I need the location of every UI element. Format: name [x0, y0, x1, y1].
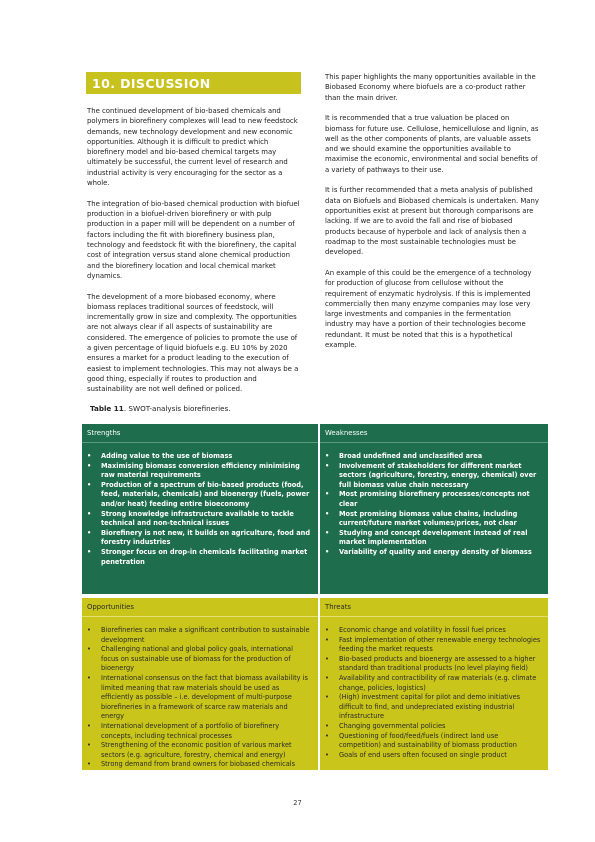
left-column: [87, 106, 300, 405]
list-item: • Biorefineries can make a significant contribution to sustainable development: [87, 626, 312, 645]
threats-title: Threats: [325, 603, 352, 611]
strengths-list: [87, 452, 312, 567]
opportunities-cell: [82, 598, 318, 770]
list-item: • International consensus on the fact that biomass availability is limited meaning that raw materials should be used as efficiently as possible – i.e. development of multi-purpose biorefineries in a framework of scarce raw materials and energy: [87, 674, 312, 722]
list-item: • Changing governmental policies: [325, 722, 542, 732]
paragraph: The continued development of bio-based chemicals and polymers in biorefinery complexes will lead to new feedstock demands, new technology development and new economic opportunities. Although it is difficult to predict which biorefinery model and bio-based chemical targets may ultimately be successful, the current level of research and industrial activity is very encouraging for the sector as a whole.: [87, 107, 298, 188]
paragraph: It is recommended that a true valuation be placed on biomass for future use. Cellulose, hemicellulose and lignin, as well as the other components of plants, are valuable assets and we should examine the opportunities available to maximise the economic, environmental and social benefits of a variety of pathways to their use.: [325, 114, 539, 174]
divider: [320, 442, 548, 443]
list-item: • Biorefinery is not new, it builds on agriculture, food and forestry industries: [87, 529, 312, 548]
list-item: • Goals of end users often focused on single product: [325, 751, 542, 761]
threats-cell: [320, 598, 548, 770]
list-item: • Strong demand from brand owners for biobased chemicals: [87, 760, 312, 770]
right-column: [325, 72, 540, 361]
weaknesses-cell: [320, 424, 548, 594]
list-item: • International development of a portfolio of biorefinery concepts, including technical processes: [87, 722, 312, 741]
paragraph: The development of a more biobased economy, where biomass replaces traditional sources of feedstock, will incrementally grow in size and complexity. The opportunities are not always clear if all aspects of sustainability are considered. The emergence of policies to promote the use of a given percentage of liquid biofuels e.g. EU 10% by 2020 ensures a market for a product leading to the execution of easiest to implement technologies. This may not always be a good thing, especially if routes to production and sustainability are not well defined or policed.: [87, 292, 299, 394]
list-item: • Variability of quality and energy density of biomass: [325, 548, 542, 558]
list-item: • Questioning of food/feed/fuels (indirect land use competition) and sustainability of biomass production: [325, 732, 542, 751]
list-item: • Availability and contractibility of raw materials (e.g. climate change, policies, logistics): [325, 674, 542, 693]
strengths-title: Strengths: [87, 429, 121, 437]
threats-list: [325, 626, 542, 760]
list-item: • Bio-based products and bioenergy are assessed to a higher standard than traditional products (no level playing field): [325, 655, 542, 674]
divider: [82, 442, 318, 443]
list-item: • Economic change and volatility in fossil fuel prices: [325, 626, 542, 636]
list-item: • Strong knowledge infrastructure available to tackle technical and non-technical issues: [87, 510, 312, 529]
paragraph: An example of this could be the emergence of a technology for production of glucose from cellulose without the requirement of enzymatic hydrolysis. If this is implemented commercially then many enzyme companies may lose very large investments and companies in the fermentation industry may have a portion of their technologies become redundant. It must be noted that this is a hypothetical example.: [325, 268, 532, 349]
paragraph: It is further recommended that a meta analysis of published data on Biofuels and Biobased chemicals is undertaken. Many opportunities exist at present but thorough comparisons are lacking. If we are to avoid the fall and rise of biobased products because of hyperbole and lack of analysis then a roadmap to the most sustainable technologies must be developed.: [325, 186, 539, 257]
list-item: • (High) investment capital for pilot and demo initiatives difficult to find, and undepreciated existing industrial infrastructure: [325, 693, 542, 722]
list-item: • Strengthening of the economic position of various market sectors (e.g. agriculture, forestry, chemical and energy): [87, 741, 312, 760]
strengths-cell: [82, 424, 318, 594]
weaknesses-title: Weaknesses: [325, 429, 368, 437]
paragraph: The integration of bio-based chemical production with biofuel production in a biofuel-driven biorefinery or with pulp production in a paper mill will be dependent on a number of factors including the fit with biorefinery business plan, technology and feedstock fit with the biorefinery, the capital cost of integration versus stand alone chemical production and the biorefinery location and local chemical market dynamics.: [87, 199, 300, 280]
table-label: Table 11: [90, 404, 124, 413]
page-number: 27: [293, 799, 302, 807]
swot-table: [82, 424, 548, 770]
list-item: • Stronger focus on drop-in chemicals facilitating market penetration: [87, 548, 312, 567]
divider: [320, 616, 548, 617]
opportunities-title: Opportunities: [87, 603, 135, 611]
list-item: • Challenging national and global policy goals, international focus on sustainable use of biomass for the production of bioenergy: [87, 645, 312, 674]
list-item: • Adding value to the use of biomass: [87, 452, 312, 462]
list-item: • Most promising biorefinery processes/concepts not clear: [325, 490, 542, 509]
list-item: • Involvement of stakeholders for different market sectors (agriculture, forestry, energy, chemical) over full biomass value chain necessary: [325, 462, 542, 491]
opportunities-list: [87, 626, 312, 770]
section-heading-box: [86, 72, 301, 94]
paragraph: This paper highlights the many opportunities available in the Biobased Economy where biofuels are a co-product rather than the main driver.: [325, 73, 536, 102]
list-item: • Maximising biomass conversion efficiency minimising raw material requirements: [87, 462, 312, 481]
table-caption-text: . SWOT-analysis biorefineries.: [123, 404, 231, 413]
table-caption: [90, 404, 231, 413]
list-item: • Studying and concept development instead of real market implementation: [325, 529, 542, 548]
weaknesses-list: [325, 452, 542, 558]
list-item: • Fast implementation of other renewable energy technologies feeding the market requests: [325, 636, 542, 655]
section-heading: 10. DISCUSSION: [92, 76, 211, 91]
divider: [82, 616, 318, 617]
list-item: • Broad undefined and unclassified area: [325, 452, 542, 462]
list-item: • Most promising biomass value chains, including current/future market volumes/prices, not clear: [325, 510, 542, 529]
list-item: • Production of a spectrum of bio-based products (food, feed, materials, chemicals) and bioenergy (fuels, power and/or heat) feeding entire bioeconomy: [87, 481, 312, 510]
